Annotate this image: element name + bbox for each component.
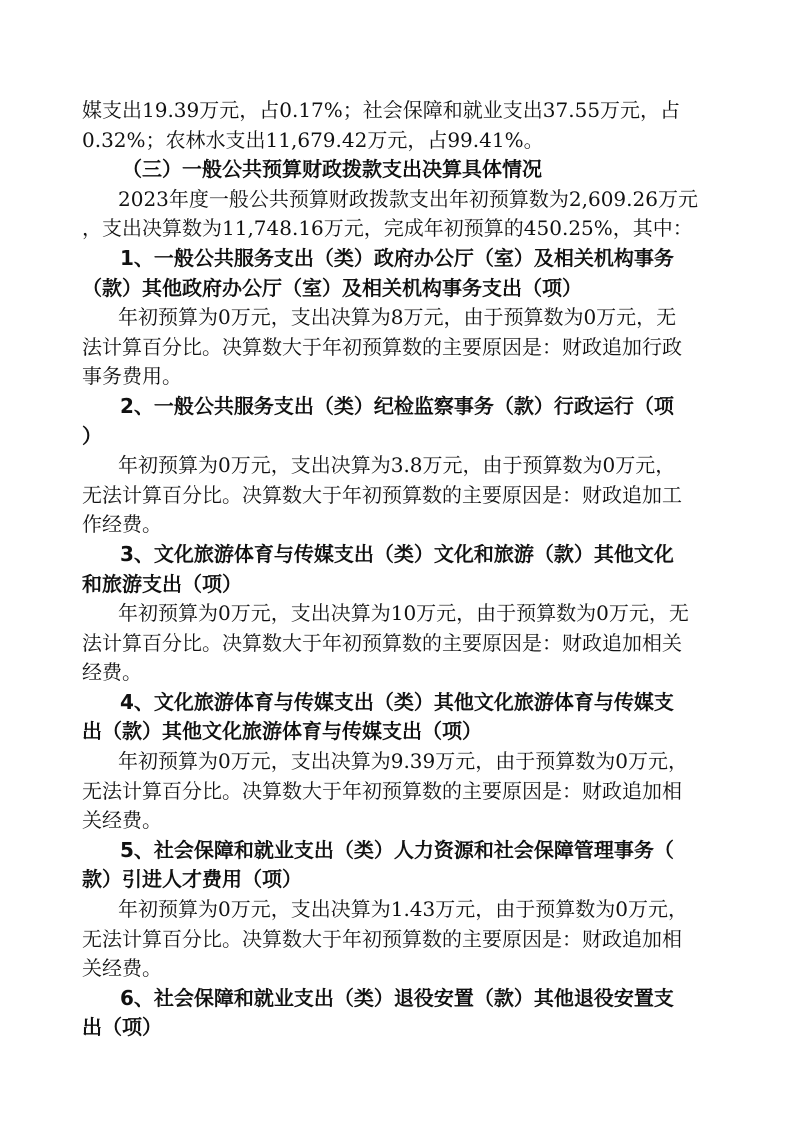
item-5-body-line-1: 年初预算为0万元，支出决算为1.43万元，由于预算数为0万元， (118, 897, 688, 922)
item-2-body-line-1: 年初预算为0万元，支出决算为3.8万元，由于预算数为0万元， (118, 453, 676, 478)
item-2-body-line-2: 无法计算百分比。决算数大于年初预算数的主要原因是：财政追加工 (82, 482, 682, 507)
text-line-1: 媒支出19.39万元，占0.17%；社会保障和就业支出37.55万元，占 (82, 98, 681, 122)
item-5-body-line-3: 关经费。 (82, 956, 162, 981)
item-1-body-line-1: 年初预算为0万元，支出决算为8万元，由于预算数为0万元，无 (118, 305, 677, 330)
text-line-4: 2023年度一般公共预算财政拨款支出年初预算数为2,609.26万元 (118, 186, 698, 211)
item-heading-6-cont: 出（项） (82, 1015, 162, 1040)
item-heading-1-cont: （款）其他政府办公厅（室）及相关机构事务支出（项） (82, 275, 582, 300)
item-3-body-line-1: 年初预算为0万元，支出决算为10万元，由于预算数为0万元，无 (118, 601, 689, 626)
item-4-body-line-3: 关经费。 (82, 808, 162, 833)
item-4-body-line-1: 年初预算为0万元，支出决算为9.39万元，由于预算数为0万元， (118, 749, 688, 774)
item-heading-3: 3、文化旅游体育与传媒支出（类）文化和旅游（款）其他文化 (120, 541, 674, 566)
item-heading-5: 5、社会保障和就业支出（类）人力资源和社会保障管理事务（ (120, 837, 674, 862)
text-line-5: ，支出决算数为11,748.16万元，完成年初预算的450.25%，其中： (82, 216, 693, 241)
item-heading-2: 2、一般公共服务支出（类）纪检监察事务（款）行政运行（项 (120, 393, 674, 418)
item-heading-3-cont: 和旅游支出（项） (82, 571, 242, 596)
item-3-body-line-3: 经费。 (82, 660, 142, 685)
section-heading-3: （三）一般公共预算财政拨款支出决算具体情况 (122, 157, 542, 182)
item-heading-4-cont: 出（款）其他文化旅游体育与传媒支出（项） (82, 719, 482, 744)
item-3-body-line-2: 法计算百分比。决算数大于年初预算数的主要原因是：财政追加相关 (82, 630, 682, 655)
text-line-2: 0.32%；农林水支出11,679.42万元，占99.41%。 (82, 127, 544, 152)
item-heading-1: 1、一般公共服务支出（类）政府办公厅（室）及相关机构事务 (120, 245, 674, 270)
item-heading-5-cont: 款）引进人才费用（项） (82, 867, 302, 892)
document-page (82, 96, 714, 1043)
item-2-body-line-3: 作经费。 (82, 512, 162, 537)
item-1-body-line-2: 法计算百分比。决算数大于年初预算数的主要原因是：财政追加行政 (82, 334, 682, 359)
item-heading-6: 6、社会保障和就业支出（类）退役安置（款）其他退役安置支 (120, 985, 674, 1010)
item-4-body-line-2: 无法计算百分比。决算数大于年初预算数的主要原因是：财政追加相 (82, 778, 682, 803)
item-heading-2-cont: ） (82, 423, 102, 448)
item-1-body-line-3: 事务费用。 (82, 364, 182, 389)
item-heading-4: 4、文化旅游体育与传媒支出（类）其他文化旅游体育与传媒支 (120, 689, 674, 714)
item-5-body-line-2: 无法计算百分比。决算数大于年初预算数的主要原因是：财政追加相 (82, 926, 682, 951)
